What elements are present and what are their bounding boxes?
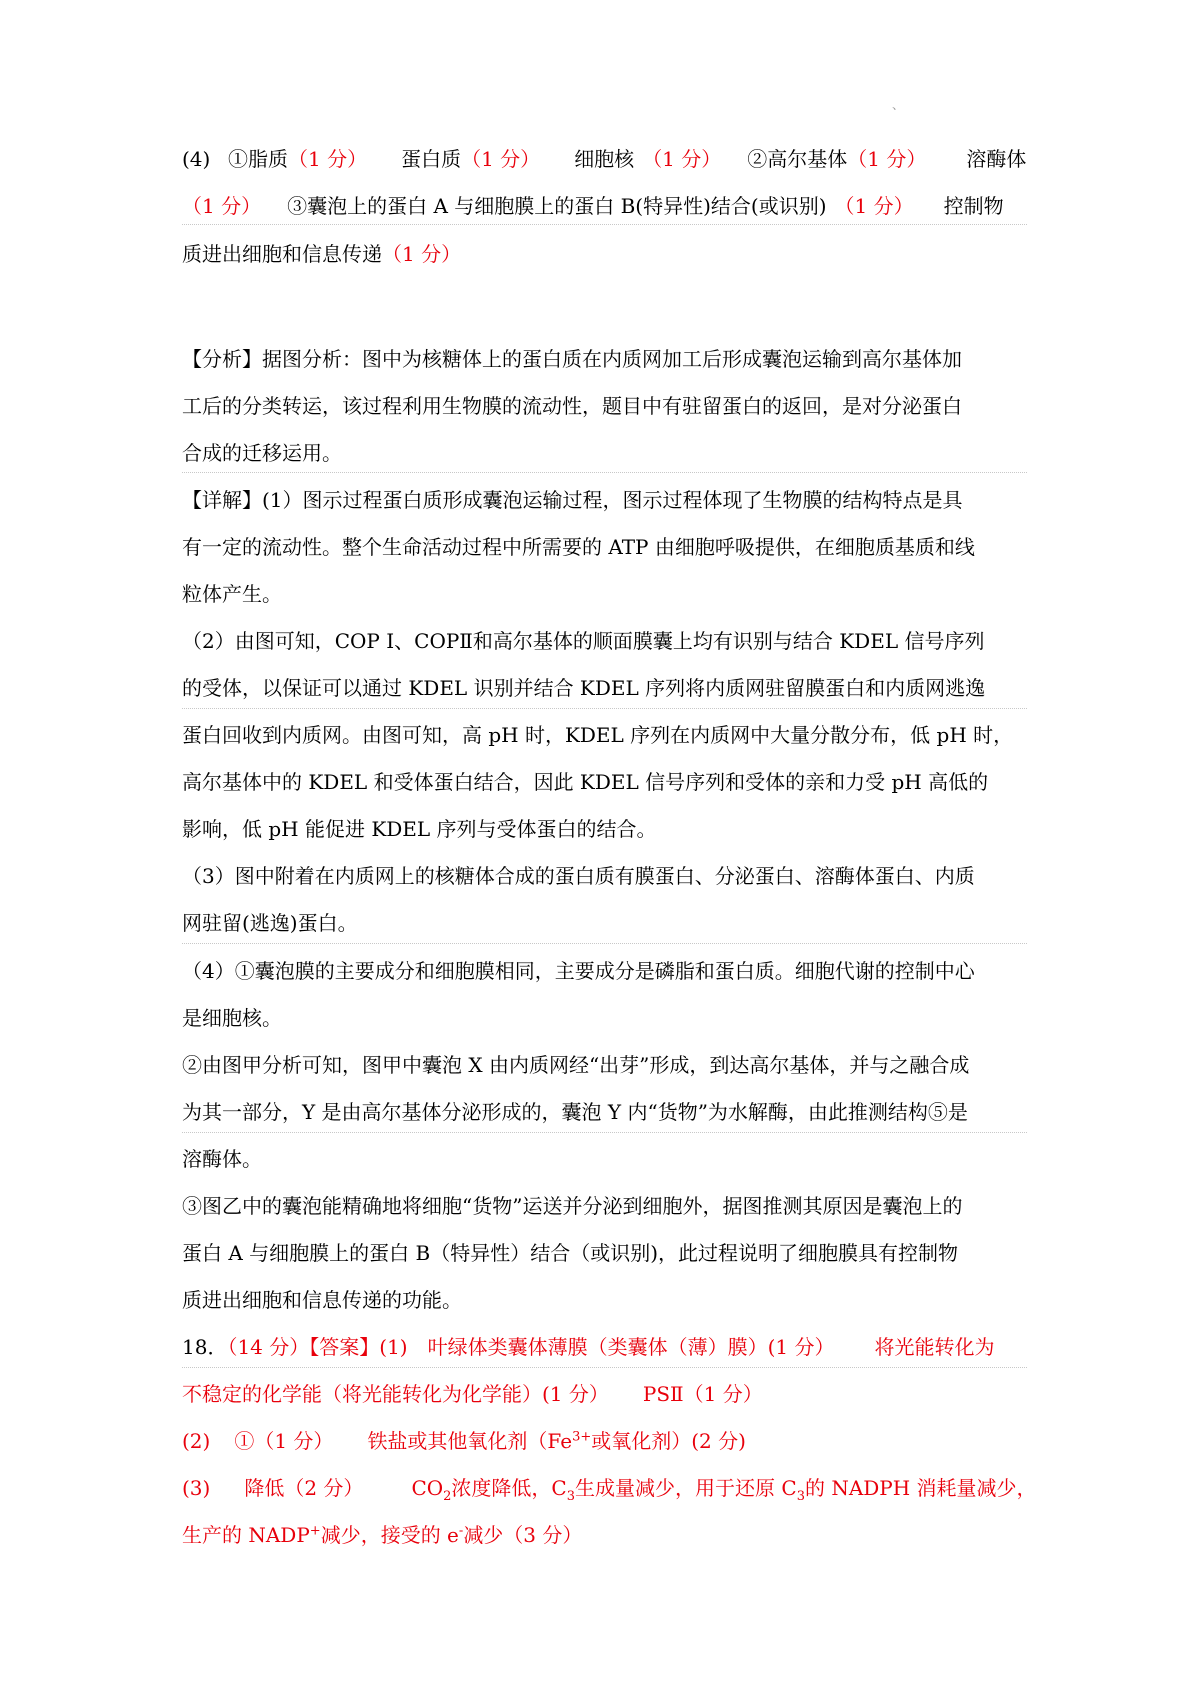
answer-item: 或氧化剂）(2 分) — [591, 1429, 746, 1453]
q18-answer-line-4 — [182, 1474, 1042, 1502]
subscript: 2 — [443, 1489, 452, 1504]
superscript: + — [309, 1523, 321, 1539]
answer-text: 减少（3 分） — [463, 1523, 583, 1547]
q18-answer-line-5 — [182, 1521, 1042, 1549]
part-number: (2) — [182, 1429, 211, 1453]
q17-answer-line-3 — [182, 240, 1042, 268]
part-number: (1) — [379, 1335, 408, 1359]
separator — [182, 1132, 1027, 1133]
separator — [182, 1367, 1027, 1368]
details-line: 溶酶体。 — [182, 1147, 262, 1171]
score: （1 分） — [182, 194, 262, 218]
formula: CO — [411, 1476, 444, 1500]
details-line: 蛋白回收到内质网。由图可知，高 pH 时，KDEL 序列在内质网中大量分散分布，低 pH 时， — [182, 723, 1014, 747]
separator — [182, 708, 1027, 709]
answer-text: 的 NADPH 消耗量减少， — [804, 1476, 1037, 1500]
answer-item: 叶绿体类囊体薄膜（类囊体（薄）膜）(1 分） — [427, 1335, 835, 1359]
answer-item: ③囊泡上的蛋白 A 与细胞膜上的蛋白 B(特异性)结合(或识别) — [287, 194, 827, 218]
superscript: - — [458, 1523, 464, 1539]
question-number: 18． — [182, 1335, 228, 1359]
answer-item: 蛋白质 — [401, 147, 462, 171]
details-line: 粒体产生。 — [182, 582, 282, 606]
details-line: 的受体，以保证可以通过 KDEL 识别并结合 KDEL 序列将内质网驻留膜蛋白和内质网逃逸 — [182, 676, 986, 700]
analysis-line: 【分析】据图分析：图中为核糖体上的蛋白质在内质网加工后形成囊泡运输到高尔基体加 — [182, 347, 962, 371]
details-line: 是细胞核。 — [182, 1006, 282, 1030]
answer-tag: 【答案】 — [309, 1335, 380, 1359]
separator — [182, 472, 1027, 473]
answer-item: 控制物 — [943, 194, 1004, 218]
details-line: （3）图中附着在内质网上的核糖体合成的蛋白质有膜蛋白、分泌蛋白、溶酶体蛋白、内质 — [182, 864, 975, 888]
answer-text: 生产的 NADP — [182, 1523, 310, 1547]
superscript: 3+ — [572, 1429, 592, 1445]
score: （1 分） — [847, 147, 927, 171]
answer-item: 质进出细胞和信息传递 — [182, 242, 382, 266]
q18-answer-line-2 — [182, 1380, 1042, 1408]
details-line: 【详解】(1）图示过程蛋白质形成囊泡运输过程，图示过程体现了生物膜的结构特点是具 — [182, 488, 963, 512]
analysis-line: 合成的迁移运用。 — [182, 441, 342, 465]
item-number: (4) — [182, 147, 211, 171]
top-mark: 、 — [892, 98, 905, 112]
score: （1 分） — [461, 147, 541, 171]
answer-item: 细胞核 — [574, 147, 635, 171]
details-line: ③图乙中的囊泡能精确地将细胞“货物”运送并分泌到细胞外，据图推测其原因是囊泡上的 — [182, 1194, 963, 1218]
details-line: 质进出细胞和信息传递的功能。 — [182, 1288, 462, 1312]
q17-answer-line-2 — [182, 192, 1042, 220]
q18-answer-line-1 — [182, 1333, 1042, 1361]
details-line: 网驻留(逃逸)蛋白。 — [182, 911, 358, 935]
q17-answer-line-1 — [182, 145, 1042, 173]
answer-item: ②高尔基体 — [747, 147, 848, 171]
q18-answer-line-3 — [182, 1427, 1042, 1455]
answer-item: 铁盐或其他氧化剂（Fe — [367, 1429, 573, 1453]
score: （14 分） — [227, 1335, 310, 1359]
details-line: 有一定的流动性。整个生命活动过程中所需要的 ATP 由细胞呼吸提供，在细胞质基质和线 — [182, 535, 975, 559]
answer-item: 将光能转化为 — [874, 1335, 995, 1359]
details-line: ②由图甲分析可知，图甲中囊泡 X 由内质网经“出芽”形成，到达高尔基体，并与之融合成 — [182, 1053, 970, 1077]
part-number: (3) — [182, 1476, 211, 1500]
score: （1 分） — [382, 242, 462, 266]
details-line: 高尔基体中的 KDEL 和受体蛋白结合，因此 KDEL 信号序列和受体的亲和力受 pH 高低的 — [182, 770, 989, 794]
answer-item: ①脂质 — [228, 147, 288, 171]
details-line: 影响，低 pH 能促进 KDEL 序列与受体蛋白的结合。 — [182, 817, 657, 841]
separator — [182, 943, 1027, 944]
answer-item: 溶酶体 — [966, 147, 1027, 171]
details-line: 为其一部分，Y 是由高尔基体分泌形成的，囊泡 Y 内“货物”为水解酶，由此推测结构⑤是 — [182, 1100, 968, 1124]
answer-item: 降低（2 分） — [244, 1476, 364, 1500]
score: （1 分） — [288, 147, 368, 171]
answer-text: 生成量减少，用于还原 C — [575, 1476, 797, 1500]
subscript: 3 — [566, 1489, 576, 1504]
answer-item: 不稳定的化学能（将光能转化为化学能）(1 分） — [182, 1382, 609, 1406]
subscript: 3 — [796, 1489, 805, 1504]
details-line: 蛋白 A 与细胞膜上的蛋白 B（特异性）结合（或识别)，此过程说明了细胞膜具有控制物 — [182, 1241, 959, 1265]
analysis-line: 工后的分类转运，该过程利用生物膜的流动性，题目中有驻留蛋白的返回，是对分泌蛋白 — [182, 394, 962, 418]
details-line: （4）①囊泡膜的主要成分和细胞膜相同，主要成分是磷脂和蛋白质。细胞代谢的控制中心 — [182, 959, 975, 983]
answer-item: ①（1 分） — [234, 1429, 334, 1453]
score: （1 分） — [834, 194, 914, 218]
answer-item: PSⅡ（1 分） — [642, 1382, 763, 1406]
score: （1 分） — [642, 147, 722, 171]
details-line: （2）由图可知，COP I、COPⅡ和高尔基体的顺面膜囊上均有识别与结合 KDEL 信号序列 — [182, 629, 985, 653]
answer-text: 减少，接受的 e — [320, 1523, 459, 1547]
separator — [182, 224, 1027, 225]
answer-text: 浓度降低，C — [451, 1476, 567, 1500]
